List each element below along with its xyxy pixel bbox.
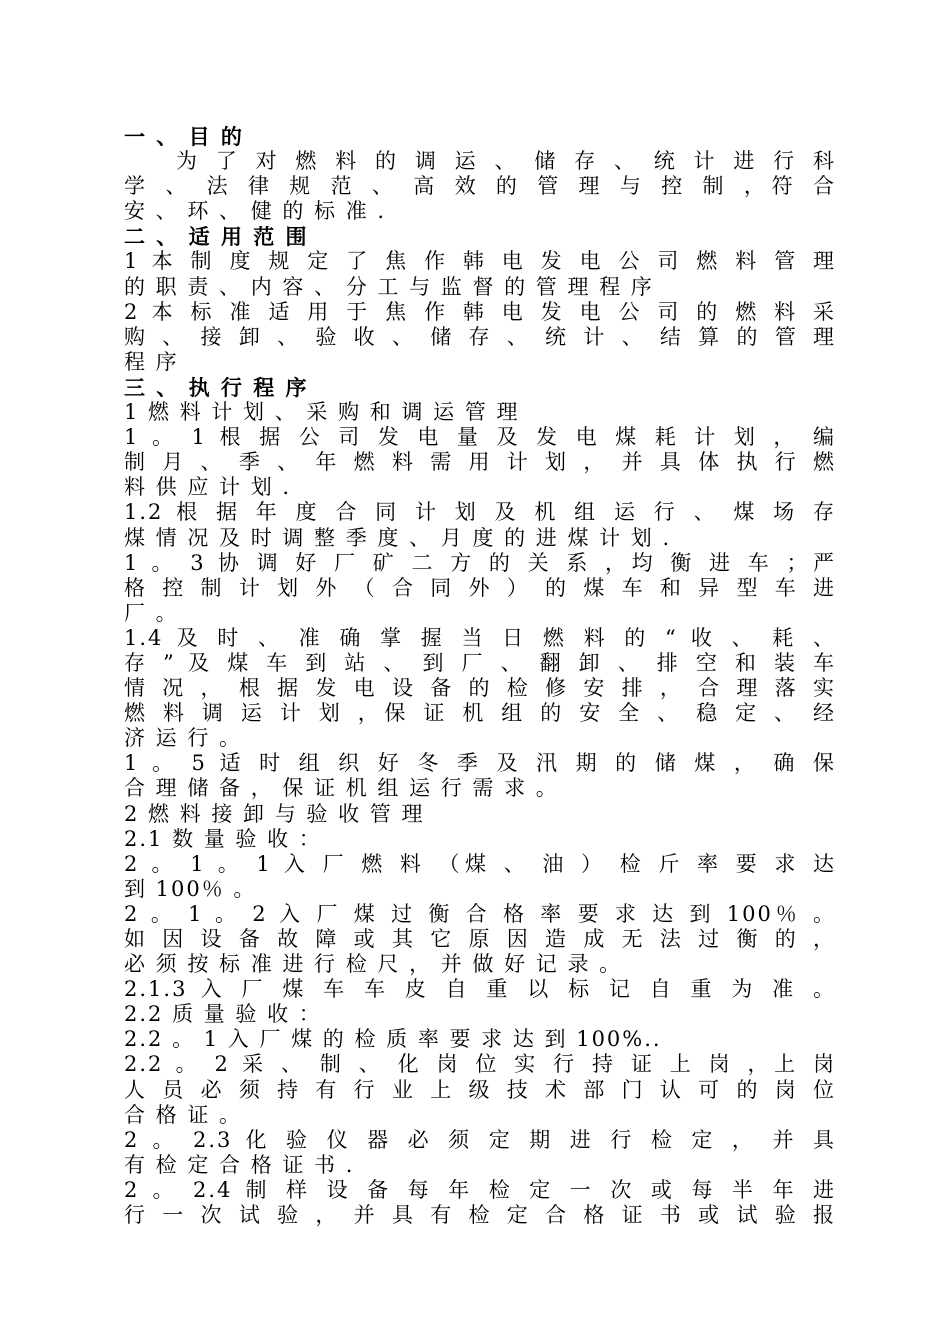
text-line: 1.4 及 时 、 准 确 掌 握 当 日 燃 料 的 “ 收 、 耗 、	[124, 625, 836, 650]
text-line: 料 供 应 计 划 .	[124, 475, 292, 500]
text-line: 到 100％ 。	[124, 876, 257, 901]
text-line: 1 。 5 适 时 组 织 好 冬 季 及 汛 期 的 储 煤 ， 确 保	[124, 751, 836, 776]
text-line: 程 序	[124, 349, 179, 374]
text-line: 2 本 标 准 适 用 于 焦 作 韩 电 发 电 公 司 的 燃 料 采	[124, 299, 836, 324]
text-line: 学 、 法 律 规 范 、 高 效 的 管 理 与 控 制 ，符 合	[124, 174, 836, 199]
text-line: 2 。 2.3 化 验 仪 器 必 须 定 期 进 行 检 定 ， 并 具	[124, 1127, 836, 1152]
text-line: 2.1.3 入 厂 煤 车 车 皮 自 重 以 标 记 自 重 为 准 。	[124, 977, 836, 1002]
text-line: 2.2 。 1 入 厂 煤 的 检 质 率 要 求 达 到 100%..	[124, 1027, 662, 1052]
text-line: 2 。 1 。 2 入 厂 煤 过 衡 合 格 率 要 求 达 到 100％ 。	[124, 901, 836, 926]
text-line: 1 。 1 根 据 公 司 发 电 量 及 发 电 煤 耗 计 划 ， 编	[124, 425, 836, 450]
text-line: 2 。 1 。 1 入 厂 燃 料 （煤 、 油 ） 检 斤 率 要 求 达	[124, 851, 836, 876]
section-heading: 一 、 目 的	[124, 124, 244, 149]
text-line: 厂 。	[124, 600, 179, 625]
text-line: 2 燃 料 接 卸 与 验 收 管 理	[124, 801, 425, 826]
text-line: 购 、 接 卸 、 验 收 、 储 存 、 统 计 、 结 算 的 管 理	[124, 324, 836, 349]
text-line: 人 员 必 须 持 有 行 业 上 级 技 术 部 门 认 可 的 岗 位	[124, 1077, 836, 1102]
text-line: 必 须 按 标 准 进 行 检 尺 ， 并 做 好 记 录 。	[124, 952, 623, 977]
section-heading: 三 、 执 行 程 序	[124, 374, 309, 400]
text-line: 有 检 定 合 格 证 书 .	[124, 1152, 355, 1177]
text-line: 2.2 。 2 采 、 制 、 化 岗 位 实 行 持 证 上 岗 ，上 岗	[124, 1052, 836, 1077]
text-line: 合 理 储 备 ， 保 证 机 组 运 行 需 求 。	[124, 776, 559, 801]
text-line: 为 了 对 燃 料 的 调 运 、 储 存 、 统 计 进 行 科	[176, 149, 836, 174]
text-line: 1 本 制 度 规 定 了 焦 作 韩 电 发 电 公 司 燃 料 管 理	[124, 249, 836, 274]
text-line: 格 控 制 计 划 外 （ 合 同 外 ） 的 煤 车 和 异 型 车 进	[124, 575, 836, 600]
text-line: 煤 情 况 及 时 调 整 季 度 、 月 度 的 进 煤 计 划 .	[124, 525, 672, 550]
text-line: 合 格 证 。	[124, 1102, 243, 1127]
text-line: 2.2 质 量 验 收 ：	[124, 1002, 322, 1027]
text-line: 情 况 ， 根 据 发 电 设 备 的 检 修 安 排 ， 合 理 落 实	[124, 676, 836, 701]
section-heading: 二 、 适 用 范 围	[124, 224, 309, 250]
text-line: 燃 料 调 运 计 划 ，保 证 机 组 的 安 全 、 稳 定 、 经	[124, 701, 836, 726]
text-line: 安 、 环 、 健 的 标 准 .	[124, 199, 387, 224]
text-line: 制 月 、 季 、 年 燃 料 需 用 计 划 ， 并 具 体 执 行 燃	[124, 450, 836, 475]
text-line: 1 。 3 协 调 好 厂 矿 二 方 的 关 系 ，均 衡 进 车 ；严	[124, 550, 836, 575]
text-line: 存 ” 及 煤 车 到 站 、 到 厂 、 翻 卸 、 排 空 和 装 车	[124, 650, 836, 675]
text-line: 2.1 数 量 验 收 ：	[124, 826, 322, 851]
text-line: 的 职 责 、 内 容 、 分 工 与 监 督 的 管 理 程 序	[124, 274, 654, 299]
text-line: 1 燃 料 计 划 、 采 购 和 调 运 管 理	[124, 400, 520, 425]
text-line: 行 一 次 试 验 ， 并 具 有 检 定 合 格 证 书 或 试 验 报	[124, 1203, 836, 1228]
document-page	[124, 124, 836, 1228]
text-line: 2 。 2.4 制 样 设 备 每 年 检 定 一 次 或 每 半 年 进	[124, 1177, 836, 1202]
text-line: 如 因 设 备 故 障 或 其 它 原 因 造 成 无 法 过 衡 的 ，	[124, 927, 836, 951]
text-line: 1.2 根 据 年 度 合 同 计 划 及 机 组 运 行 、 煤 场 存	[124, 500, 836, 525]
text-line: 济 运 行 。	[124, 726, 243, 751]
